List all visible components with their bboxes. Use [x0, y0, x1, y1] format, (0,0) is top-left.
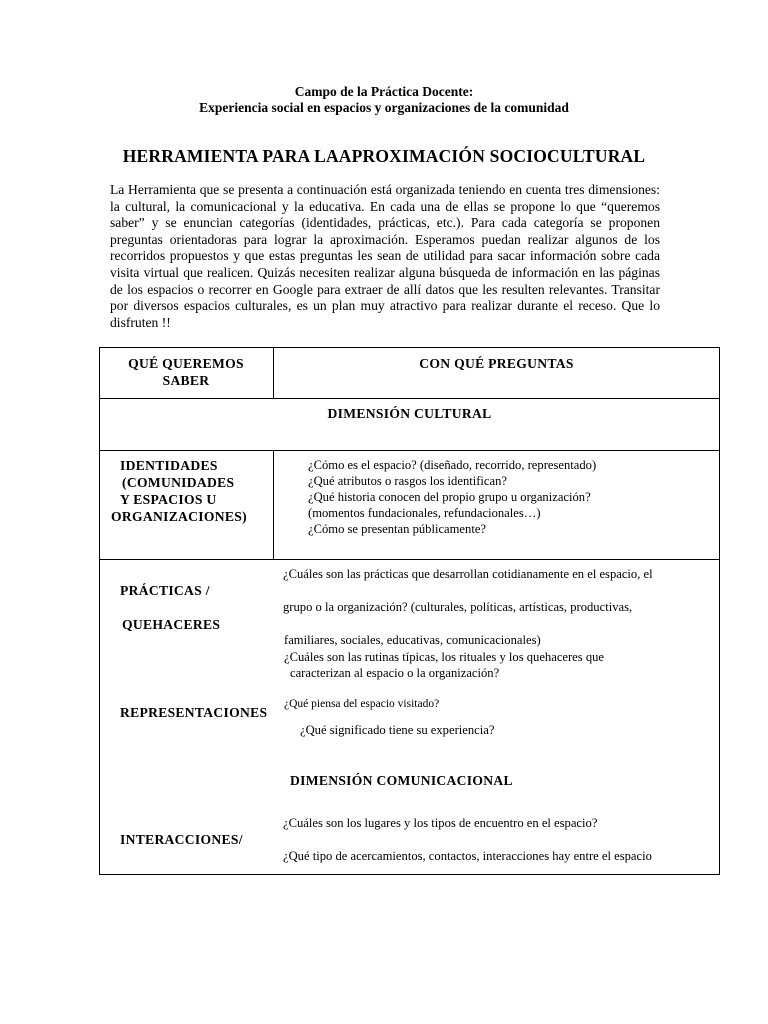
category-identidades-line3: Y ESPACIOS U [120, 492, 217, 507]
course-subtitle: Experiencia social en espacios y organizaciones de la comunidad [199, 100, 569, 115]
category-identidades-line1: IDENTIDADES [120, 458, 218, 473]
representaciones-question: ¿Qué significado tiene su experiencia? [300, 723, 495, 737]
course-title: Campo de la Práctica Docente: [294, 84, 474, 99]
practicas-question: ¿Cuáles son las rutinas típicas, los rituales y los quehaceres que [284, 650, 605, 664]
category-interacciones: INTERACCIONES/ [120, 832, 243, 847]
section-dimension-cultural: DIMENSIÓN CULTURAL [327, 406, 492, 421]
category-quehaceres: QUEHACERES [122, 617, 221, 632]
representaciones-question: ¿Qué piensa del espacio visitado? [284, 698, 440, 710]
category-identidades-line2: (COMUNIDADES [122, 475, 235, 490]
col-header-questions: CON QUÉ PREGUNTAS [419, 356, 574, 371]
table-divider-identidades [99, 559, 720, 560]
category-representaciones: REPRESENTACIONES [120, 705, 268, 720]
practicas-question: caracterizan al espacio o la organización? [290, 666, 500, 680]
category-practicas: PRÁCTICAS / [120, 583, 210, 598]
identidades-question: ¿Cómo es el espacio? (diseñado, recorrido, representado) [308, 458, 597, 472]
practicas-question: familiares, sociales, educativas, comunicacionales) [284, 633, 541, 647]
practicas-question: ¿Cuáles son las prácticas que desarrollan cotidianamente en el espacio, el [283, 567, 653, 581]
identidades-question: ¿Qué historia conocen del propio grupo u organización? [308, 490, 591, 504]
table-divider-header [99, 398, 720, 399]
table-column-divider-identidades [273, 450, 274, 559]
category-identidades-line4: ORGANIZACIONES) [111, 509, 247, 524]
identidades-question: (momentos fundacionales, refundacionales…) [308, 506, 541, 520]
col-header-what: QUÉ QUEREMOS SABER [128, 356, 244, 388]
table-divider-dimension [99, 450, 720, 451]
document-title: HERRAMIENTA PARA LAAPROXIMACIÓN SOCIOCULTURAL [122, 146, 646, 166]
identidades-question: ¿Qué atributos o rasgos los identifican? [308, 474, 507, 488]
interacciones-question: ¿Qué tipo de acercamientos, contactos, interacciones hay entre el espacio [283, 849, 652, 863]
identidades-question: ¿Cómo se presentan públicamente? [308, 522, 486, 536]
practicas-question: grupo o la organización? (culturales, políticas, artísticas, productivas, [283, 600, 633, 614]
interacciones-question: ¿Cuáles son los lugares y los tipos de encuentro en el espacio? [283, 816, 598, 830]
intro-paragraph: La Herramienta que se presenta a continuación está organizada teniendo en cuenta tres dimensiones: la cultural, la comunicacional y la educativa. En cada una de ellas se propone lo que “queremos saber” y se enuncian categorías (identidades, prácticas, etc.). Para cada categoría se proponen preguntas orientadoras para lograr la aproximación. Esperamos puedan realizar algunos de los recorridos propuestos y que estas preguntas les sean de utilidad para sacar información sobre cada visita virtual que realicen. Quizás necesiten realizar alguna búsqueda de información en las páginas de los espacios o recorrer en Google para extraer de allí datos que les resulten relevantes. Transitar por diversos espacios culturales, es un plan muy atractivo para realizar durante el receso. Que lo disfruten !! [110, 182, 660, 330]
section-dimension-comunicacional: DIMENSIÓN COMUNICACIONAL [290, 773, 513, 788]
